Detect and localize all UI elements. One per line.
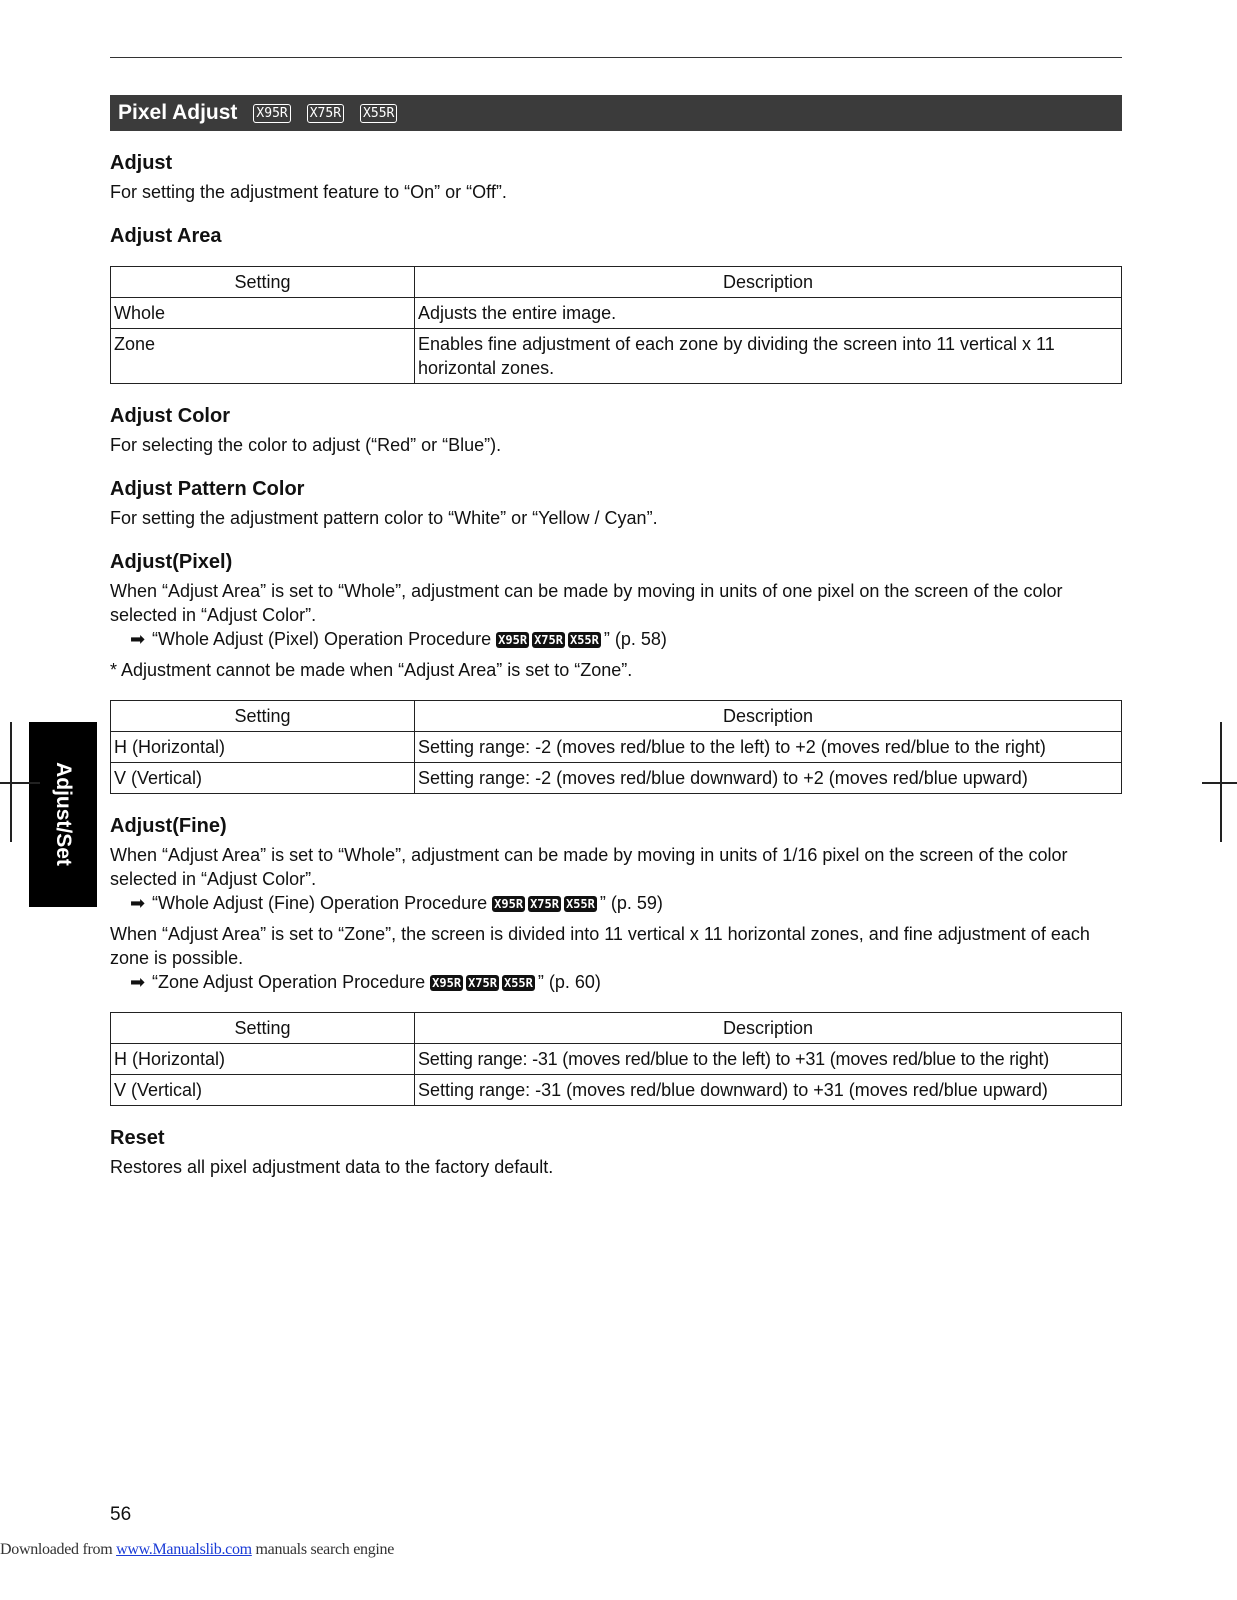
- crop-mark: [1202, 782, 1237, 784]
- text-adjust-fine-whole: When “Adjust Area” is set to “Whole”, adjustment can be made by moving in units of 1/16 pixel on the screen of the color selected in “Adjust Color”.: [110, 845, 1068, 889]
- model-badge: X95R: [253, 104, 290, 123]
- note-text: * Adjustment cannot be made when “Adjust Area” is set to “Zone”.: [110, 660, 633, 680]
- text-adjust-color: For selecting the color to adjust (“Red” or “Blue”).: [110, 435, 502, 455]
- table-header-row: [111, 701, 1122, 732]
- text-adjust-pixel: When “Adjust Area” is set to “Whole”, adjustment can be made by moving in units of one pixel on the screen of the color selected in “Adjust Color”.: [110, 581, 1063, 625]
- footer: [0, 1541, 394, 1559]
- adjust-fine-table: [110, 1012, 1122, 1106]
- table-header-row: [111, 1013, 1122, 1044]
- table-cell: Zone: [111, 329, 415, 384]
- heading-adjust-pixel: Adjust(Pixel): [110, 551, 233, 573]
- heading-adjust: Adjust: [110, 152, 173, 174]
- arrow-right-icon: ➡: [130, 972, 146, 992]
- table-header-cell: Setting: [111, 267, 415, 298]
- ref-page: ” (p. 59): [599, 893, 663, 913]
- heading-reset: Reset: [110, 1127, 165, 1149]
- table-header-cell: Setting: [111, 1013, 415, 1044]
- table-row: [111, 298, 1122, 329]
- top-rule: [110, 57, 1122, 58]
- text-adjust-pattern-color: For setting the adjustment pattern color to “White” or “Yellow / Cyan”.: [110, 508, 658, 528]
- text-adjust: For setting the adjustment feature to “On” or “Off”.: [110, 182, 507, 202]
- crop-mark: [0, 782, 40, 784]
- model-badge: X55R: [569, 633, 599, 647]
- table-cell: Setting range: -2 (moves red/blue to the left) to +2 (moves red/blue to the right): [415, 732, 1122, 763]
- model-badge: X95R: [498, 633, 528, 647]
- model-badge: X55R: [565, 897, 595, 911]
- adjust-area-table: [110, 266, 1122, 384]
- cross-reference-link[interactable]: [110, 627, 1122, 651]
- table-row: [111, 732, 1122, 763]
- table-cell: Setting range: -2 (moves red/blue downward) to +2 (moves red/blue upward): [415, 763, 1122, 794]
- ref-page: ” (p. 60): [537, 972, 601, 992]
- page-content: [110, 95, 1122, 1179]
- table-cell: H (Horizontal): [111, 732, 415, 763]
- cross-reference-link[interactable]: [110, 891, 1122, 915]
- model-badge: X95R: [494, 897, 524, 911]
- table-cell: Setting range: -31 (moves red/blue downward) to +31 (moves red/blue upward): [415, 1075, 1122, 1106]
- table-row: [111, 1044, 1122, 1075]
- side-tab-label: Adjust/Set: [52, 762, 75, 866]
- ref-text: “Zone Adjust Operation Procedure: [152, 972, 426, 992]
- table-header-cell: Description: [415, 1013, 1122, 1044]
- model-badge: X75R: [468, 976, 497, 990]
- heading-adjust-color: Adjust Color: [110, 405, 230, 427]
- table-cell: H (Horizontal): [111, 1044, 415, 1075]
- heading-adjust-pattern-color: Adjust Pattern Color: [110, 478, 305, 500]
- table-header-cell: Description: [415, 267, 1122, 298]
- page-number: 56: [110, 1504, 132, 1525]
- section-header: [110, 95, 1122, 131]
- heading-adjust-fine: Adjust(Fine): [110, 815, 227, 837]
- table-cell: Adjusts the entire image.: [415, 298, 1122, 329]
- cross-reference-link[interactable]: [110, 970, 1122, 994]
- table-row: [111, 763, 1122, 794]
- ref-text: “Whole Adjust (Fine) Operation Procedure: [152, 893, 488, 913]
- model-badge: X55R: [503, 976, 533, 990]
- text-adjust-fine-zone: When “Adjust Area” is set to “Zone”, the screen is divided into 11 vertical x 11 horizontal zones, and fine adjustment of each zone is possible.: [110, 924, 1090, 968]
- heading-adjust-area: Adjust Area: [110, 225, 222, 247]
- table-row: [111, 1075, 1122, 1106]
- table-cell: V (Vertical): [111, 1075, 415, 1106]
- footer-suffix: manuals search engine: [251, 1541, 395, 1558]
- model-badge: X75R: [534, 633, 563, 647]
- model-badge: X75R: [307, 104, 344, 123]
- adjust-pixel-table: [110, 700, 1122, 794]
- table-cell: Whole: [111, 298, 415, 329]
- table-cell: Enables fine adjustment of each zone by dividing the screen into 11 vertical x 11 horizontal zones.: [415, 329, 1122, 384]
- table-cell: V (Vertical): [111, 763, 415, 794]
- table-header-cell: Description: [415, 701, 1122, 732]
- model-badge: X95R: [432, 976, 462, 990]
- table-cell: Setting range: -31 (moves red/blue to the left) to +31 (moves red/blue to the right): [415, 1044, 1122, 1075]
- model-badge: X75R: [530, 897, 559, 911]
- ref-page: ” (p. 58): [603, 629, 667, 649]
- page-title: Pixel Adjust: [118, 101, 238, 124]
- text-reset: Restores all pixel adjustment data to the factory default.: [110, 1157, 554, 1177]
- model-badge: X55R: [360, 104, 397, 123]
- ref-text: “Whole Adjust (Pixel) Operation Procedure: [152, 629, 492, 649]
- footer-prefix: Downloaded from: [0, 1541, 117, 1558]
- arrow-right-icon: ➡: [130, 629, 146, 649]
- footer-link[interactable]: www.Manualslib.com: [116, 1541, 252, 1558]
- table-header-row: [111, 267, 1122, 298]
- table-row: [111, 329, 1122, 384]
- table-header-cell: Setting: [111, 701, 415, 732]
- arrow-right-icon: ➡: [130, 893, 146, 913]
